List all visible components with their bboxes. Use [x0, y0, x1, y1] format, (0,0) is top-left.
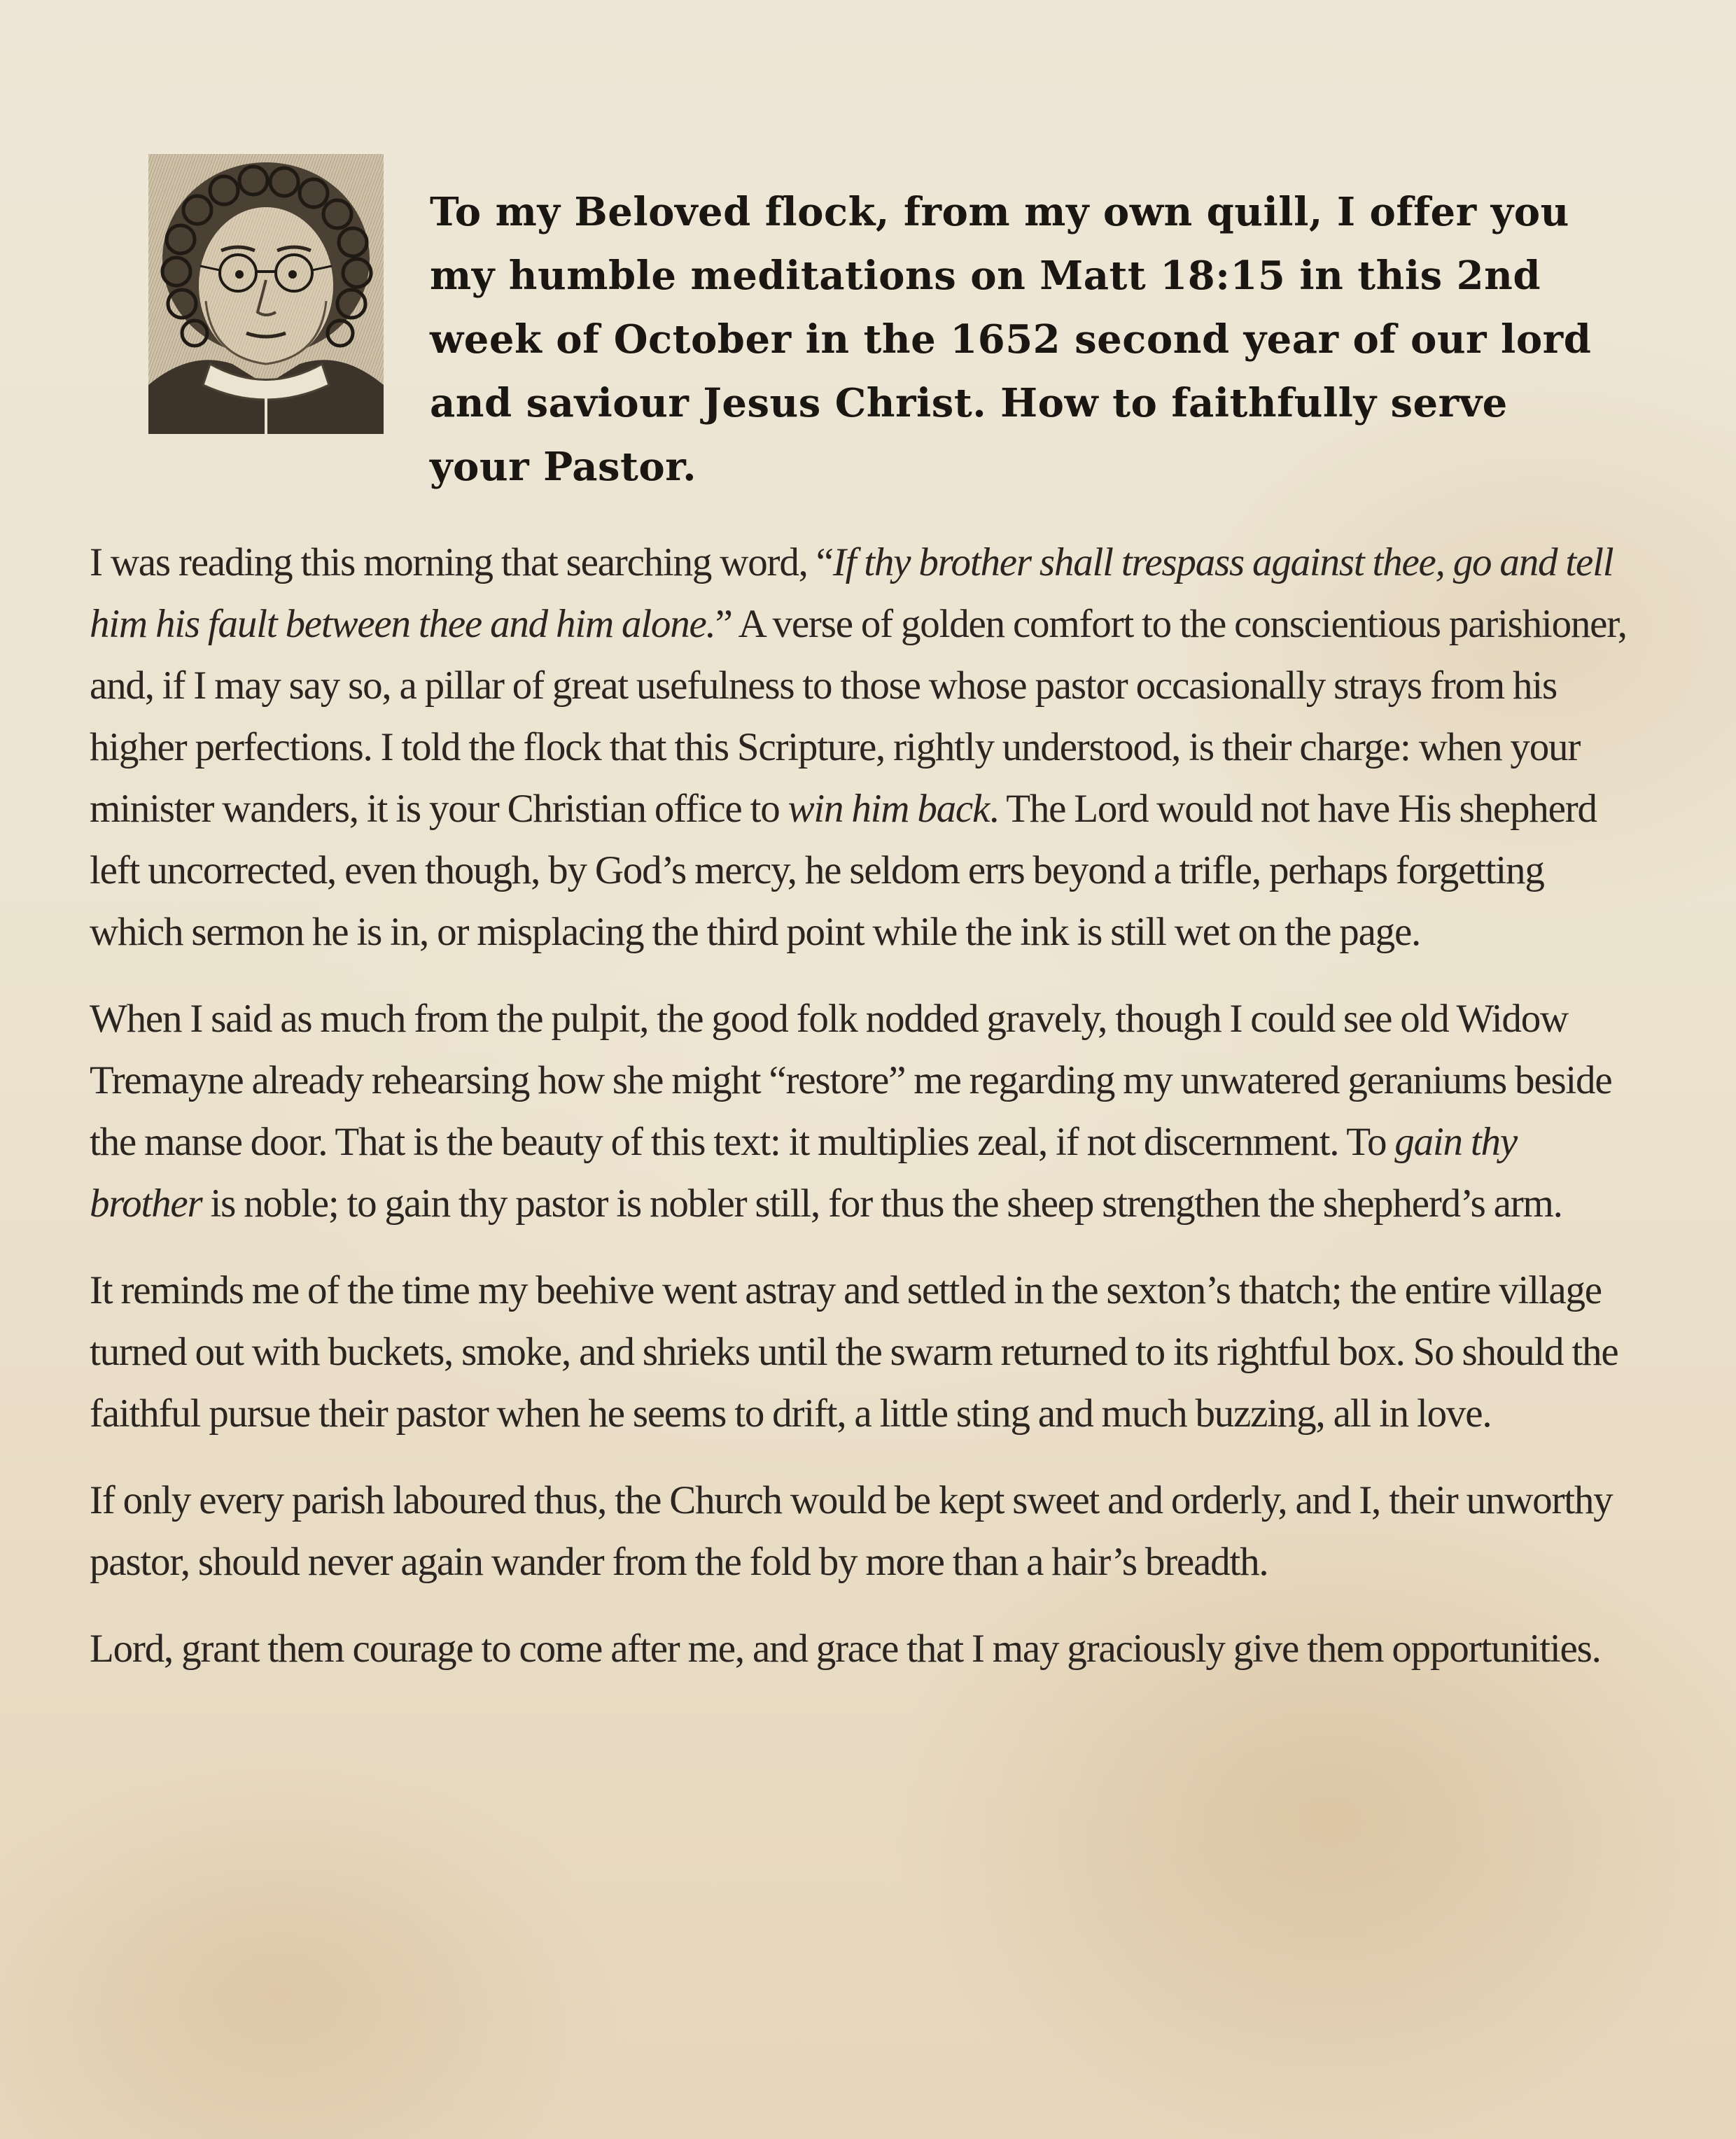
paragraph-4: If only every parish laboured thus, the Church would be kept sweet and orderly, and I, their unworthy pastor, should never again wander from the fold by more than a hair’s breadth. [90, 1478, 1613, 1584]
paragraph-1-text-b: ” A verse of golden comfort to the conscientious parishioner, and, if I may say so, a pillar of great usefulness to those whose pastor occasionally strays from his higher perfections. I told the flock that this Scripture, rightly understood, is their charge: when your minister wanders, it is your Christian office to [90, 602, 1627, 831]
dedication-heading: To my Beloved flock, from my own quill, I offer you my humble meditations on Matt 18:15 in this 2nd week of October in the 1652 second year of our lord and saviour Jesus Christ. How to faithfully serve your Pastor. [430, 189, 1592, 490]
scripture-quote: If thy brother shall trespass against thee, go and tell him his fault between thee and him alone. [90, 540, 1614, 646]
letter-body [90, 532, 1630, 1705]
emphasis-gain-thy-brother: gain thy brother [90, 1120, 1517, 1226]
paragraph-1-text-a: I was reading this morning that searching word, “ [90, 540, 833, 584]
paragraph-1 [90, 532, 1630, 963]
paragraph-2 [90, 988, 1630, 1235]
paragraph-5: Lord, grant them courage to come after me, and grace that I may graciously give them opportunities. [90, 1627, 1601, 1671]
paragraph-2-text-a: When I said as much from the pulpit, the good folk nodded gravely, though I could see old Widow Tremayne already rehearsing how she might “restore” me regarding my unwatered geraniums beside the manse door. That is the beauty of this text: it multiplies zeal, if not discernment. To [90, 997, 1612, 1164]
letter-header [148, 154, 1611, 490]
pastor-portrait [148, 154, 384, 434]
emphasis-win-him-back: win him back [788, 787, 990, 831]
paragraph-3: It reminds me of the time my beehive went astray and settled in the sexton’s thatch; the entire village turned out with buckets, smoke, and shrieks until the swarm returned to its rightful box. So should the faithful pursue their pastor when he seems to drift, a little sting and much buzzing, all in love. [90, 1268, 1618, 1436]
paragraph-1-text-c: . The Lord would not have His shepherd left uncorrected, even though, by God’s mercy, he seldom errs beyond a trifle, perhaps forgetting which sermon he is in, or misplacing the third point while the ink is still wet on the page. [90, 787, 1597, 954]
paragraph-2-text-b: is noble; to gain thy pastor is nobler still, for thus the sheep strengthen the shepherd’s arm. [202, 1181, 1562, 1226]
